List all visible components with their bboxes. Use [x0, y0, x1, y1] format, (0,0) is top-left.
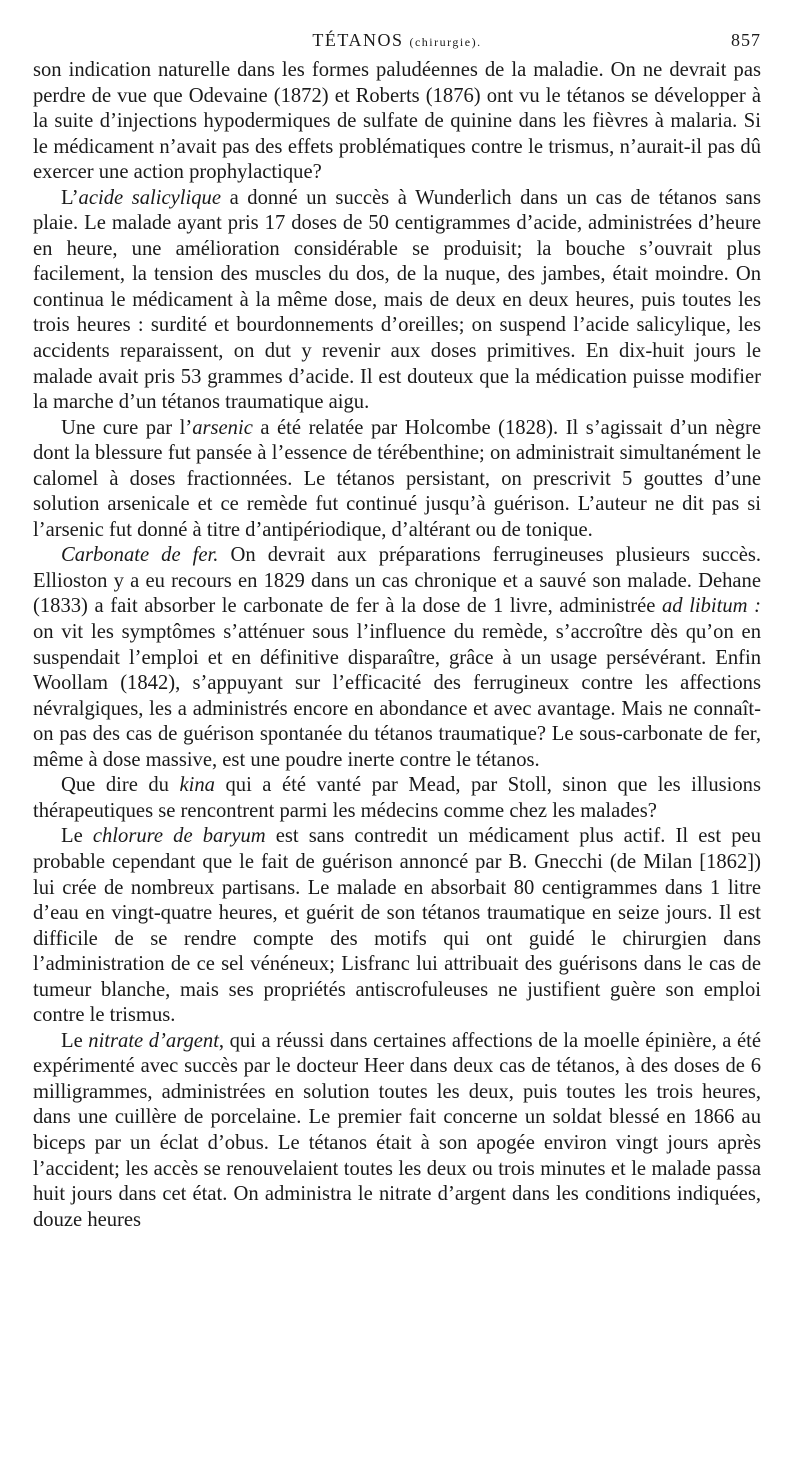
text-run: L’: [61, 186, 79, 209]
text-run: Le: [61, 1029, 89, 1052]
text-run: son indication naturelle dans les formes paludéennes de la maladie. On ne devrait pas perdre de vue que Odevaine (1872) et Roberts (1876) ont vu le tétanos se développer à la suite d’injections hypodermiques de sulfate de quinine dans les fièvres à malaria. Si le médicament n’avait pas des effets problématiques contre le trismus, n’aurait-il pas dû exercer une action prophylactique?: [33, 59, 761, 184]
running-title: [33, 30, 761, 51]
italic-term: Carbonate de fer.: [61, 544, 219, 567]
text-run: a été relatée par Holcombe (1828). Il s’agissait d’un nègre dont la blessure fut pansée à l’essence de térébenthine; on administrait simultanément le calomel à doses fractionnées. Le tétanos persistant, on prescrivit 5 gouttes d’une solution arsenicale et ce remède fut continué jusqu’à guérison. L’auteur ne dit pas si l’arsenic fut donné à titre d’antipériodique, d’altérant ou de tonique.: [33, 416, 761, 541]
text-run: Que dire du: [61, 774, 180, 797]
paragraph: [33, 543, 761, 773]
italic-term: chlorure de baryum: [92, 825, 266, 848]
paragraph: [33, 416, 761, 544]
text-run: , qui a réussi dans certaines affections de la moelle épinière, a été expérimenté avec succès par le docteur Heer dans deux cas de tétanos, à des doses de 6 milligrammes, administrées en solution toutes les deux, puis toutes les trois heures, dans une cuillère de porcelaine. Le premier fait concerne un soldat blessé en 1866 au biceps par un éclat d’obus. Le tétanos était à son apogée environ vingt jours après l’accident; les accès se renouvelaient toutes les deux ou trois minutes et le malade passa huit jours dans cet état. On administra le nitrate d’argent dans les conditions indiquées, douze heures: [33, 1029, 761, 1231]
running-head: [33, 30, 761, 58]
italic-term: arsenic: [192, 416, 253, 439]
paragraph: [33, 824, 761, 1028]
paragraph: [33, 58, 761, 186]
text-run: a donné un succès à Wunderlich dans un cas de tétanos sans plaie. Le malade ayant pris 17 doses de 50 centigrammes d’acide, administrées d’heure en heure, une amélioration considérable se produisit; la bouche s’ouvrait plus facilement, la tension des muscles du dos, de la nuque, des jambes, était moindre. On continua le médicament à la même dose, mais de deux en deux heures, puis toutes les trois heures : surdité et bourdonnements d’oreilles; on suspend l’acide salicylique, les accidents reparaissent, on dut y revenir aux doses primitives. En dix-huit jours le malade avait pris 53 grammes d’acide. Il est douteux que la médication puisse modifier la marche d’un tétanos traumatique aigu.: [33, 186, 761, 414]
paragraph: [33, 1029, 761, 1233]
page-number: 857: [731, 30, 761, 50]
text-run: est sans contredit un médicament plus actif. Il est peu probable cependant que le fait de guérison annoncé par B. Gnecchi (de Milan [1862]) lui crée de nombreux partisans. Le malade en absorbait 80 centigrammes dans 1 litre d’eau en vingt-quatre heures, et guérit de son tétanos traumatique en seize jours. Il est difficile de se rendre compte des motifs qui ont guidé le chirurgien dans l’administration de ce sel vénéneux; Lisfranc lui attribuait des guérisons dans le cas de tumeur blanche, mais ses propriétés antiscrofuleuses ne justifient guère son emploi contre le trismus.: [33, 825, 761, 1027]
text-run: Le: [61, 825, 93, 848]
running-title-sub: (chirurgie).: [409, 35, 482, 49]
paragraph: [33, 773, 761, 824]
book-page: [33, 30, 761, 1233]
text-run: on vit les symptômes s’atténuer sous l’influence du remède, s’accroître dès qu’on en suspendait l’emploi et en définitive disparaître, grâce à un usage persévérant. Enfin Woollam (1842), s’appuyant sur l’efficacité des ferrugineux contre les affections névralgiques, les a administrés encore en abondance et avec avantage. Mais ne connaît-on pas des cas de guérison spontanée du tétanos traumatique? Le sous-carbonate de fer, même à dose massive, est une poudre inerte contre le tétanos.: [33, 621, 761, 771]
running-title-main: TÉTANOS: [312, 30, 404, 50]
italic-term: kina: [179, 774, 215, 797]
text-run: qui a été vanté par Mead, par Stoll, sinon que les illusions thérapeutiques se rencontrent parmi les médecins comme chez les malades?: [33, 774, 761, 822]
text-run: On devrait aux préparations ferrugineuses plusieurs succès. Ellioston y a eu recours en 1829 dans un cas chronique et a sauvé son malade. Dehane (1833) a fait absorber le carbonate de fer à la dose de 1 livre, administrée: [33, 544, 762, 618]
body-text: [33, 58, 761, 1233]
italic-term: acide salicylique: [78, 186, 221, 209]
text-run: Une cure par l’: [61, 416, 193, 439]
paragraph: [33, 186, 761, 416]
italic-term: nitrate d’argent: [88, 1029, 219, 1052]
italic-term: ad libitum :: [662, 595, 761, 618]
